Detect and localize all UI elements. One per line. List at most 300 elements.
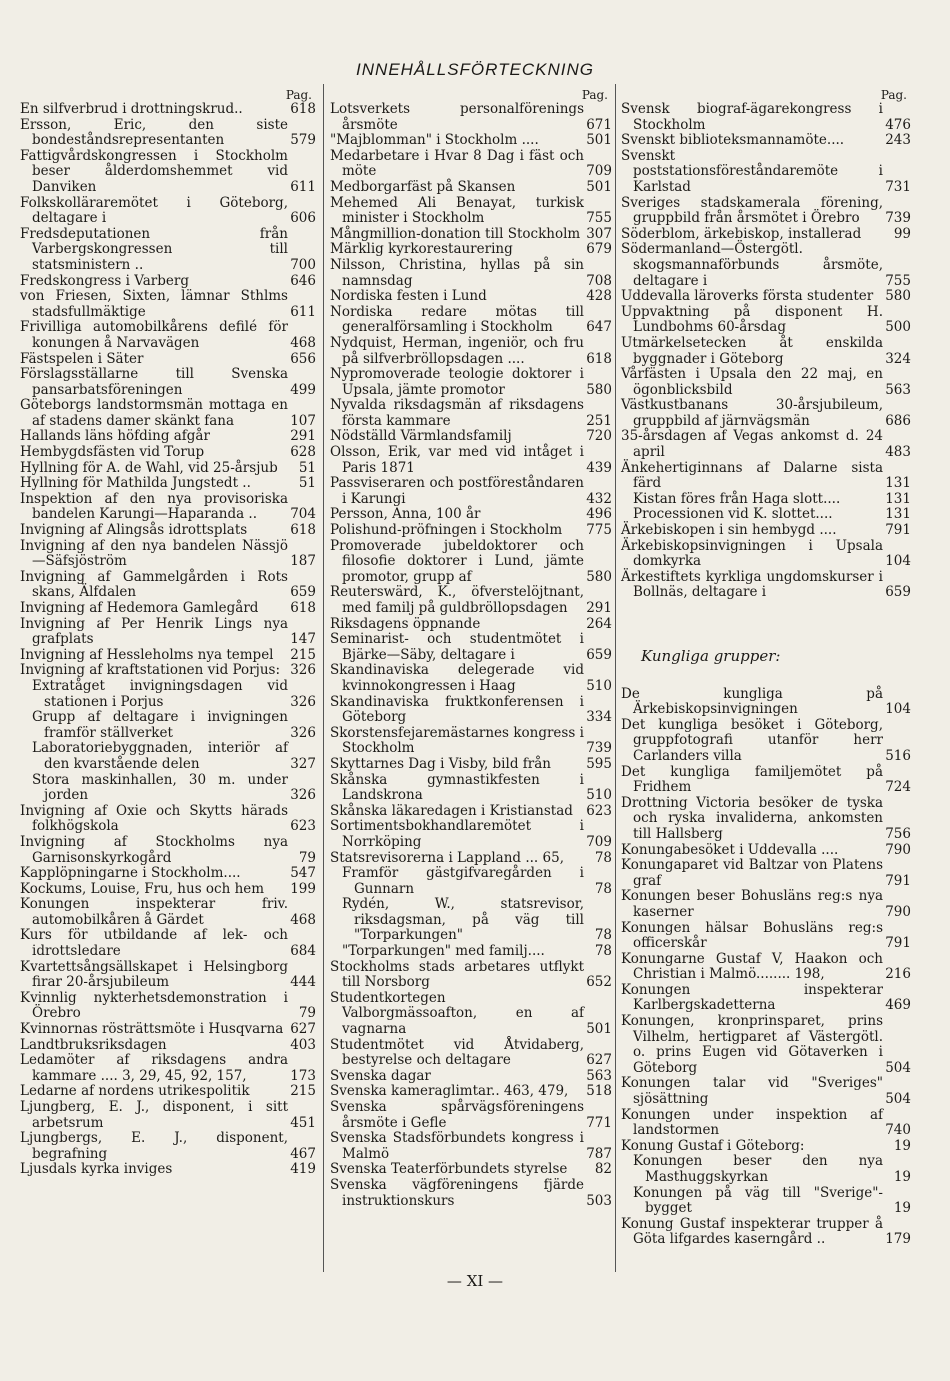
entry-text: Skandinaviska fruktkonferensen i Göteborg (330, 693, 584, 726)
entry-text: Fästspelen i Säter (20, 350, 144, 367)
entry-text: Kvinnornas rösträttsmöte i Husqvarna (20, 1021, 284, 1038)
entry-text: Invigning af kraftstationen vid Porjus: (20, 662, 280, 679)
page-number: — XI — (446, 1272, 504, 1290)
index-entry (20, 991, 316, 1022)
entry-text: Kurs för utbildande af lek- och idrottsledare (20, 927, 288, 960)
entry-text: Skånska läkaredagen i Kristianstad (330, 802, 573, 819)
entry-page-number: 618 (290, 522, 316, 539)
entry-text: Extratåget invigningsdagen vid stationen i Porjus (32, 677, 288, 710)
entry-text: En silfverbrud i drottningskrud.. (20, 101, 243, 117)
index-entry (20, 445, 316, 461)
entry-text: Ledarne af nordens utrikespolitik (20, 1083, 250, 1100)
pag-label: Pag. (880, 88, 907, 102)
entry-page-number: 179 (885, 1231, 911, 1248)
index-entry (20, 1038, 316, 1054)
entry-page-number: 334 (586, 709, 612, 726)
column-divider (615, 84, 616, 1272)
entry-text: Stockholms stads arbetares utflykt till Norsborg (330, 958, 584, 991)
index-entry (330, 523, 612, 539)
index-entry (20, 118, 316, 149)
entry-text: Svenska Teaterförbundets styrelse (330, 1161, 568, 1178)
entry-page-number: 291 (586, 600, 612, 616)
entry-text: Skorstensfejaremästarnes kongress i Stockholm (330, 724, 584, 757)
entry-text: Kvinnlig nykterhetsdemonstration i Örebro (20, 989, 288, 1022)
index-entry (330, 133, 612, 149)
index-entry (330, 398, 612, 429)
entry-page-number: 428 (586, 288, 612, 305)
entry-text: Nypromoverade teologie doktorer i Upsala, jämte promotor (330, 366, 584, 398)
pag-label: Pag. (285, 88, 312, 102)
index-entry (621, 429, 911, 460)
entry-text: Svenska Stadsförbundets kongress i Malmö (330, 1130, 584, 1162)
index-entry (20, 102, 316, 118)
entry-text: Invigning af Alingsås idrottsplats (20, 522, 248, 539)
entry-text: Kapplöpningarne i Stockholm.... (20, 865, 241, 882)
entry-text: Märklig kyrkorestaurering (330, 241, 513, 258)
index-entry (330, 180, 612, 196)
entry-page-number: 243 (885, 132, 911, 149)
index-entry (621, 102, 911, 133)
entry-text: Utmärkelsetecken åt enskilda byggnader i Göteborg (621, 334, 883, 367)
index-entry (20, 352, 316, 368)
entry-text: Svenskt poststationsföreståndaremöte i Karlstad (621, 147, 883, 195)
entry-text: Studentkortegen Valborgmässoafton, en af vagnarna (330, 989, 584, 1038)
entry-text: Kockums, Louise, Fru, hus och hem (20, 880, 265, 897)
index-entry (20, 897, 316, 928)
entry-text: Skyttarnes Dag i Visby, bild från (330, 755, 551, 772)
entry-page-number: 326 (290, 724, 316, 741)
entry-text: Det kungliga familjemötet på Fridhem (621, 763, 883, 796)
entry-text: Svensk biograf-ägarekongress i Stockholm (621, 101, 883, 133)
entry-page-number: 510 (586, 787, 612, 804)
entry-page-number: 324 (885, 350, 911, 367)
index-entry (330, 944, 612, 960)
entry-text: Mångmillion-donation till Stockholm (330, 225, 581, 242)
entry-page-number: 686 (885, 412, 911, 429)
index-entry (330, 991, 612, 1038)
index-entry (621, 149, 911, 196)
index-entry (621, 1076, 911, 1107)
entry-page-number: 580 (586, 568, 612, 585)
entry-page-number: 611 (290, 178, 316, 195)
entry-text: Processionen vid K. slottet.... (633, 506, 833, 523)
entry-page-number: 215 (290, 1083, 316, 1100)
entry-page-number: 790 (885, 841, 911, 858)
index-entry (330, 227, 612, 243)
entry-page-number: 700 (290, 256, 316, 273)
index-entry (20, 398, 316, 429)
index-entry (330, 773, 612, 804)
entry-page-number: 606 (290, 210, 316, 227)
entry-page-number: 628 (290, 444, 316, 461)
entry-text: Svenska vägföreningens fjärde instruktionskurs (330, 1176, 584, 1209)
index-entry (330, 1069, 612, 1085)
entry-page-number: 451 (290, 1114, 316, 1131)
entry-page-number: 563 (885, 381, 911, 398)
entry-text: Reuterswärd, K., öfverstelöjtnant, med familj på guldbröllopsdagen (330, 584, 584, 616)
index-entry (20, 648, 316, 664)
entry-list (20, 102, 316, 1178)
index-entry (20, 710, 316, 741)
entry-text: Svenska spårvägsföreningens årsmöte i Gefle (330, 1099, 584, 1131)
entry-page-number: 659 (290, 584, 316, 601)
entry-page-number: 618 (290, 600, 316, 616)
entry-text: Konungaparet vid Baltzar von Platens graf (621, 857, 883, 889)
index-entry (20, 196, 316, 227)
entry-page-number: 791 (885, 935, 911, 952)
entry-page-number: 684 (290, 943, 316, 960)
entry-page-number: 671 (586, 116, 612, 133)
index-entry (621, 196, 911, 227)
entry-text: Konungen hälsar Bohusläns reg:s officerskår (621, 919, 883, 952)
index-entry (20, 149, 316, 196)
entry-page-number: 547 (290, 865, 316, 882)
entry-page-number: 19 (893, 1200, 911, 1217)
entry-text: Konungarne Gustaf V, Haakon och Christian i Malmö........ 198, (621, 950, 883, 983)
entry-page-number: 791 (885, 522, 911, 539)
entry-text: Persson, Anna, 100 år (330, 506, 481, 523)
entry-page-number: 501 (586, 1021, 612, 1038)
entry-page-number: 595 (586, 755, 612, 772)
entry-page-number: 755 (885, 272, 911, 289)
entry-page-number: 467 (290, 1145, 316, 1162)
entry-page-number: 79 (298, 849, 316, 866)
index-entry (330, 445, 612, 476)
index-entry (330, 1131, 612, 1162)
entry-text: Invigning af Gammelgården i Rots skans, Älfdalen (20, 568, 288, 601)
entry-text: Grupp af deltagare i invigningen framför ställverket (32, 709, 288, 741)
entry-page-number: 104 (885, 701, 911, 718)
index-entry (330, 196, 612, 227)
index-entry (20, 663, 316, 679)
index-entry (20, 523, 316, 539)
entry-page-number: 724 (885, 779, 911, 796)
index-entry (621, 336, 911, 367)
entry-page-number: 78 (594, 849, 612, 866)
index-entry (20, 1131, 316, 1162)
entry-text: Sortimentsbokhandlaremötet i Norrköping (330, 818, 584, 850)
entry-page-number: 740 (885, 1122, 911, 1139)
index-entry (621, 687, 911, 718)
section-heading: Kungliga grupper: (641, 647, 781, 665)
entry-text: Göteborgs landstormsmän mottaga en af stadens damer skänkt fana (20, 397, 288, 429)
index-entry (20, 617, 316, 648)
index-entry (20, 928, 316, 959)
entry-page-number: 78 (594, 927, 612, 944)
entry-page-number: 510 (586, 677, 612, 694)
entry-text: Passviseraren och postföreståndaren i Karungi (330, 475, 584, 507)
index-entry (621, 492, 911, 508)
entry-text: Konungen inspekterar Karlbergskadetterna (621, 981, 883, 1014)
index-entry (621, 305, 911, 336)
entry-page-number: 504 (885, 1091, 911, 1108)
entry-text: Hyllning för Mathilda Jungstedt .. (20, 475, 251, 492)
entry-page-number: 618 (290, 101, 316, 117)
index-entry (621, 133, 911, 149)
index-entry (330, 695, 612, 726)
entry-text: Konungen under inspektion af landstormen (621, 1106, 883, 1139)
entry-text: Invigning af Oxie och Skytts härads folkhögskola (20, 802, 288, 835)
index-entry (330, 507, 612, 523)
entry-page-number: 516 (885, 747, 911, 764)
index-entry (621, 796, 911, 843)
entry-text: Ledamöter af riksdagens andra kammare .... 3, 29, 45, 92, 157, (20, 1052, 288, 1084)
entry-page-number: 403 (290, 1036, 316, 1053)
index-entry (621, 289, 911, 305)
entry-page-number: 656 (290, 350, 316, 367)
index-entry (330, 632, 612, 663)
entry-text: Nordiska festen i Lund (330, 288, 487, 305)
index-entry (20, 476, 316, 492)
entry-page-number: 787 (586, 1145, 612, 1162)
entry-page-number: 468 (290, 911, 316, 928)
entry-text: Frivilliga automobilkårens defilé för konungen å Narvavägen (20, 319, 288, 351)
entry-text: Förslagsställarne till Svenska pansarbatsföreningen (20, 366, 288, 398)
entry-page-number: 444 (290, 974, 316, 991)
entry-text: Lotsverkets personalförenings årsmöte (330, 101, 584, 133)
entry-text: Olsson, Erik, var med vid intåget i Paris 1871 (330, 444, 584, 476)
entry-text: Invigning af Per Henrik Lings nya grafplats (20, 615, 288, 648)
entry-page-number: 501 (586, 132, 612, 149)
entry-page-number: 19 (893, 1137, 911, 1154)
index-entry (621, 1014, 911, 1076)
entry-text: Folkskolläraremötet i Göteborg, deltagare i (20, 194, 288, 227)
entry-page-number: 627 (586, 1052, 612, 1069)
entry-text: Konung Gustaf inspekterar trupper å Göta lifgardes kaserngård .. (621, 1215, 883, 1248)
index-entry (621, 858, 911, 889)
entry-text: Promoverade jubeldoktorer och filosofie doktorer i Lund, jämte promotor, grupp af (330, 537, 584, 585)
entry-text: "Majblomman" i Stockholm .... (330, 132, 539, 149)
index-entry (20, 227, 316, 274)
entry-text: Hyllning för A. de Wahl, vid 25-årsjub (20, 459, 278, 476)
entry-text: De kungliga på Ärkebiskopsinvigningen (621, 685, 883, 718)
entry-text: Invigning af Hedemora Gamlegård (20, 600, 259, 616)
index-entry (330, 305, 612, 336)
entry-text: Skånska gymnastikfesten i Landskrona (330, 771, 584, 804)
index-entry (20, 773, 316, 804)
entry-text: "Torparkungen" med familj.... (342, 943, 545, 960)
index-entry (20, 461, 316, 477)
entry-page-number: 623 (586, 802, 612, 819)
index-entry (621, 843, 911, 859)
entry-page-number: 580 (885, 288, 911, 305)
entry-page-number: 563 (586, 1067, 612, 1084)
entry-page-number: 646 (290, 272, 316, 289)
entry-text: Fattigvårdskongressen i Stockholm beser ålderdomshemmet vid Danviken (20, 147, 288, 195)
entry-page-number: 679 (586, 241, 612, 258)
index-entry (330, 804, 612, 820)
index-entry (621, 983, 911, 1014)
entry-page-number: 708 (586, 272, 612, 289)
entry-page-number: 755 (586, 210, 612, 227)
index-entry (20, 1022, 316, 1038)
index-entry (20, 539, 316, 570)
entry-text: Konungen inspekterar friv. automobilkåren å Gärdet (20, 896, 288, 928)
index-entry (330, 1178, 612, 1209)
entry-page-number: 709 (586, 833, 612, 850)
entry-text: Konungen beser Bohusläns reg:s nya kaserner (621, 888, 883, 920)
entry-page-number: 483 (885, 444, 911, 461)
entry-text: Ersson, Eric, den siste bondeståndsrepresentanten (20, 116, 288, 149)
entry-page-number: 652 (586, 974, 612, 991)
index-entry (621, 889, 911, 920)
entry-page-number: 720 (586, 428, 612, 445)
entry-text: 35-årsdagen af Vegas ankomst d. 24 april (621, 428, 883, 461)
entry-text: Konungen, kronprinsparet, prins Vilhelm, hertigparet af Västergötl. o. prins Eugen vid Götaverken i Göteborg (621, 1013, 883, 1076)
entry-text: Konungen beser den nya Masthuggskyrkan (633, 1153, 883, 1185)
index-entry (621, 539, 911, 570)
index-entry (20, 679, 316, 710)
entry-page-number: 78 (594, 880, 612, 897)
entry-page-number: 659 (586, 646, 612, 663)
entry-text: Framför gästgifvaregården i Gunnarn (342, 865, 584, 897)
entry-page-number: 580 (586, 381, 612, 398)
index-column-2 (330, 88, 612, 1209)
entry-text: Ärkestiftets kyrkliga ungdomskurser i Bollnäs, deltagare i (621, 568, 883, 601)
index-entry (330, 960, 612, 991)
page-title: INNEHÅLLSFÖRTECKNING (356, 60, 594, 79)
index-entry (20, 741, 316, 772)
entry-page-number: 499 (290, 381, 316, 398)
column-divider (323, 84, 324, 1272)
index-entry (621, 507, 911, 523)
entry-page-number: 147 (290, 631, 316, 648)
entry-page-number: 326 (290, 662, 316, 679)
index-entry (20, 1053, 316, 1084)
entry-text: Studentmötet vid Åtvidaberg, bestyrelse och deltagare (330, 1036, 584, 1069)
entry-page-number: 611 (290, 303, 316, 320)
entry-page-number: 579 (290, 132, 316, 149)
entry-page-number: 647 (586, 319, 612, 336)
entry-text: Stora maskinhallen, 30 m. under jorden (32, 771, 288, 804)
entry-text: Seminarist- och studentmötet i Bjärke—Säby, deltagare i (330, 631, 584, 663)
entry-text: von Friesen, Sixten, lämnar Sthlms stadsfullmäktige (20, 288, 288, 320)
entry-page-number: 469 (885, 997, 911, 1014)
index-entry (621, 1108, 911, 1139)
entry-text: Fredskongress i Varberg (20, 272, 189, 289)
entry-page-number: 307 (586, 225, 612, 242)
entry-text: Hembygdsfästen vid Torup (20, 444, 205, 461)
index-entry (20, 320, 316, 351)
entry-page-number: 618 (586, 350, 612, 367)
entry-text: Landtbruksriksdagen (20, 1036, 167, 1053)
entry-page-number: 439 (586, 459, 612, 476)
entry-text: Nödställd Värmlandsfamilj (330, 428, 512, 445)
entry-text: Rydén, W., statsrevisor, riksdagsman, på väg till "Torparkungen" (342, 896, 584, 944)
entry-page-number: 131 (885, 490, 911, 507)
entry-text: Uddevalla läroverks första studenter (621, 288, 874, 305)
entry-text: Inspektion af den nya provisoriska bandelen Karungi—Haparanda .. (20, 490, 288, 523)
index-entry (330, 819, 612, 850)
index-entry (20, 1162, 316, 1178)
entry-text: Nordiska redare mötas till generalförsamling i Stockholm (330, 303, 584, 336)
index-entry (330, 367, 612, 398)
entry-text: Svenska dagar (330, 1067, 431, 1084)
index-entry (20, 274, 316, 290)
index-entry (621, 523, 911, 539)
entry-page-number: 791 (885, 872, 911, 889)
entry-page-number: 627 (290, 1021, 316, 1038)
index-entry (330, 1100, 612, 1131)
entry-page-number: 790 (885, 903, 911, 920)
entry-page-number: 199 (290, 880, 316, 897)
entry-text: Konungen talar vid "Sveriges" sjösättning (621, 1075, 883, 1108)
index-entry (20, 882, 316, 898)
entry-page-number: 731 (885, 178, 911, 195)
index-entry (20, 1100, 316, 1131)
entry-text: Vårfästen i Upsala den 22 maj, en ögonblicksbild (621, 366, 883, 398)
entry-text: Änkehertiginnans af Dalarne sista färd (621, 459, 883, 492)
entry-page-number: 504 (885, 1059, 911, 1076)
entry-page-number: 19 (893, 1169, 911, 1185)
index-entry (20, 835, 316, 866)
entry-page-number: 251 (586, 412, 612, 429)
index-entry (621, 1139, 911, 1155)
entry-page-number: 131 (885, 506, 911, 523)
index-entry (20, 960, 316, 991)
entry-page-number: 131 (885, 475, 911, 492)
entry-text: Nyvalda riksdagsmän af riksdagens första kammare (330, 397, 584, 429)
entry-text: Hallands läns höfding afgår (20, 428, 210, 445)
entry-text: Konungen på väg till "Sverige"-bygget (633, 1184, 883, 1217)
entry-text: Ärkebiskopsinvigningen i Upsala domkyrka (621, 537, 883, 570)
entry-text: Medarbetare i Hvar 8 Dag i fäst och möte (330, 147, 584, 180)
entry-page-number: 709 (586, 163, 612, 180)
index-entry (330, 757, 612, 773)
entry-page-number: 291 (290, 428, 316, 445)
entry-list (621, 102, 911, 601)
entry-text: Skandinaviska delegerade vid kvinnokongressen i Haag (330, 662, 584, 694)
index-entry (20, 601, 316, 617)
index-entry (621, 570, 911, 601)
entry-text: Fredsdeputationen från Varbergskongressen till statsministern .. (20, 225, 288, 273)
index-entry (621, 718, 911, 765)
pag-label: Pag. (581, 88, 608, 102)
index-entry (330, 866, 612, 897)
entry-page-number: 82 (594, 1161, 612, 1178)
entry-text: Invigning af den nya bandelen Nässjö—Säfsjöström (20, 537, 288, 570)
index-entry (330, 1084, 612, 1100)
entry-text: Ljusdals kyrka inviges (20, 1161, 173, 1178)
index-entry (621, 1186, 911, 1217)
entry-text: Västkustbanans 30-årsjubileum, gruppbild af järnvägsmän (621, 397, 883, 429)
index-entry (330, 617, 612, 633)
index-column-3 (621, 88, 911, 1248)
index-entry (20, 367, 316, 398)
entry-page-number: 104 (885, 553, 911, 570)
entry-page-number: 419 (290, 1161, 316, 1178)
entry-text: Ärkebiskopen i sin hembygd .... (621, 522, 837, 539)
index-entry (621, 227, 911, 243)
index-entry (330, 476, 612, 507)
entry-text: Invigning af Hessleholms nya tempel (20, 646, 274, 663)
index-entry (330, 336, 612, 367)
index-entry (621, 242, 911, 289)
entry-page-number: 327 (290, 755, 316, 772)
index-entry (621, 1217, 911, 1248)
entry-page-number: 496 (586, 506, 612, 523)
entry-text: Nydquist, Herman, ingeniör, och fru på silfverbröllopsdagen .... (330, 334, 584, 367)
entry-page-number: 215 (290, 646, 316, 663)
index-entry (20, 1084, 316, 1100)
index-entry (330, 149, 612, 180)
entry-text: Laboratoriebyggnaden, interiör af den kvarstående delen (32, 740, 288, 772)
index-entry (330, 1038, 612, 1069)
entry-page-number: 659 (885, 584, 911, 601)
entry-page-number: 326 (290, 693, 316, 710)
index-entry (330, 726, 612, 757)
entry-page-number: 78 (594, 943, 612, 960)
